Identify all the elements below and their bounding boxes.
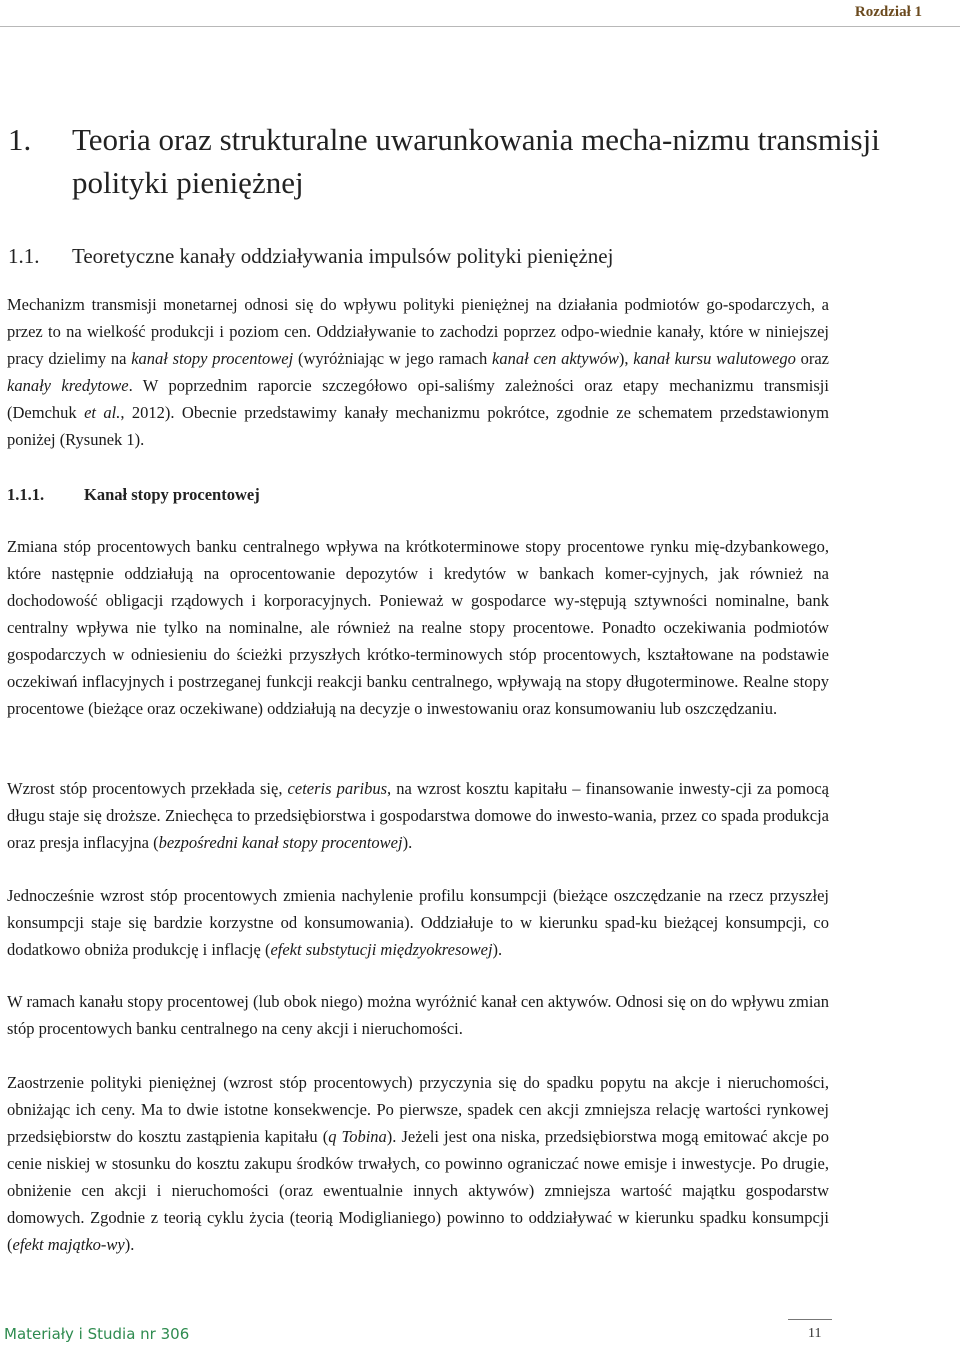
section-number: 1.1. bbox=[8, 244, 40, 268]
page-number: 11 bbox=[808, 1326, 822, 1341]
footer-publication: Materiały i Studia nr 306 bbox=[4, 1325, 190, 1343]
paragraph-interest-rates: Zmiana stóp procentowych banku centralnego wpływa na krótkoterminowe stopy procentowe rynku mię-dzybankowego, które następnie oddziałują na oprocentowanie depozytów i kredytów w bankach komer-cyjnych, jak również na dochodowość obligacji rządowych i korporacyjnych. Ponieważ w gospodarce wy-stępują sztywności nominalne, bank centralny wpływa nie tylko na nominalne, ale również na realne stopy procentowe. Ponadto oczekiwania podmiotów gospodarczych w odniesieniu do ścieżki przyszłych krótko-terminowych stóp procentowych, kształtowane na podstawie oczekiwań inflacyjnych i postrzeganej funkcji reakcji banku centralnego, wpływają na stopy długoterminowe. Realne stopy procentowe (bieżące oraz oczekiwane) oddziałują na decyzje o inwestowaniu oraz konsumowaniu lub oszczędzaniu. bbox=[7, 537, 829, 718]
paragraph-consumption: Jednocześnie wzrost stóp procentowych zmienia nachylenie profilu konsumpcji (bieżące oszczędzanie na rzecz przyszłej konsumpcji staje się bardzie korzystne od konsumowania). Oddziałuje to w kierunku spad-ku bieżącej konsumpcji, co dodatkowo obniża produkcję i inflację (efekt substytucji międzyokresowej). bbox=[7, 886, 829, 959]
paragraph-cost-of-capital: Wzrost stóp procentowych przekłada się, ceteris paribus, na wzrost kosztu kapitału – finansowanie inwesty-cji za pomocą długu staje się droższe. Zniechęca to przedsiębiorstwa i gospodarstwa domowe do inwesto-wania, przez co spada produkcja oraz presja inflacyjna (bezpośredni kanał stopy procentowej). bbox=[7, 779, 829, 852]
chapter-heading bbox=[8, 118, 938, 204]
header-rule bbox=[0, 26, 960, 27]
paragraph-intro: Mechanizm transmisji monetarnej odnosi się do wpływu polityki pieniężnej na działania podmiotów go-spodarczych, a przez to na wielkość produkcji i poziom cen. Oddziaływanie to zachodzi poprzez odpo-wiednie kanały, które w niniejszej pracy dzielimy na kanał stopy procentowej (wyróżniając w jego ramach kanał cen aktywów), kanał kursu walutowego oraz kanały kredytowe. W poprzednim raporcie szczegółowo opi-saliśmy zależności oraz etapy mechanizmu transmisji (Demchuk et al., 2012). Obecnie przedstawimy kanały mechanizmu pokrótce, zgodnie ze schematem przedstawionym poniżej (Rysunek 1). bbox=[7, 295, 829, 449]
chapter-title: Teoria oraz strukturalne uwarunkowania mecha-nizmu transmisji polityki pieniężnej bbox=[72, 122, 880, 200]
running-head: Rozdział 1 bbox=[854, 4, 922, 20]
paragraph-asset-prices: W ramach kanału stopy procentowej (lub obok niego) można wyróżnić kanał cen aktywów. Odnosi się on do wpływu zmian stóp procentowych banku centralnego na ceny akcji i nieruchomości. bbox=[7, 992, 829, 1038]
paragraph-tightening: Zaostrzenie polityki pieniężnej (wzrost stóp procentowych) przyczynia się do spadku popytu na akcje i nieruchomości, obniżając ich ceny. Ma to dwie istotne konsekwencje. Po pierwsze, spadek cen akcji zmniejsza relację wartości rynkowej przedsiębiorstw do kosztu zastąpienia kapitału (q Tobina). Jeżeli jest ona niska, przedsiębiorstwa mogą emitować akcje po cenie niskiej w stosunku do kosztu zakupu środków trwałych, co powinno ograniczać nowe emisje i inwestycje. Po drugie, obniżenie cen akcji i nieruchomości (oraz ewentualnie innych aktywów) zmniejsza wartość majątku gospodarstw domowych. Zgodnie z teorią cyklu życia (teorią Modiglianiego) powinno to oddziaływać w kierunku spadku konsumpcji (efekt majątko-wy). bbox=[7, 1073, 829, 1254]
subsection-title: Kanał stopy procentowej bbox=[84, 485, 260, 504]
section-title: Teoretyczne kanały oddziaływania impulsów polityki pieniężnej bbox=[72, 244, 614, 268]
subsection-number: 1.1.1. bbox=[7, 485, 45, 504]
chapter-number: 1. bbox=[8, 122, 32, 157]
section-heading bbox=[8, 244, 613, 269]
subsection-heading bbox=[7, 485, 260, 505]
footer-rule bbox=[788, 1319, 832, 1320]
